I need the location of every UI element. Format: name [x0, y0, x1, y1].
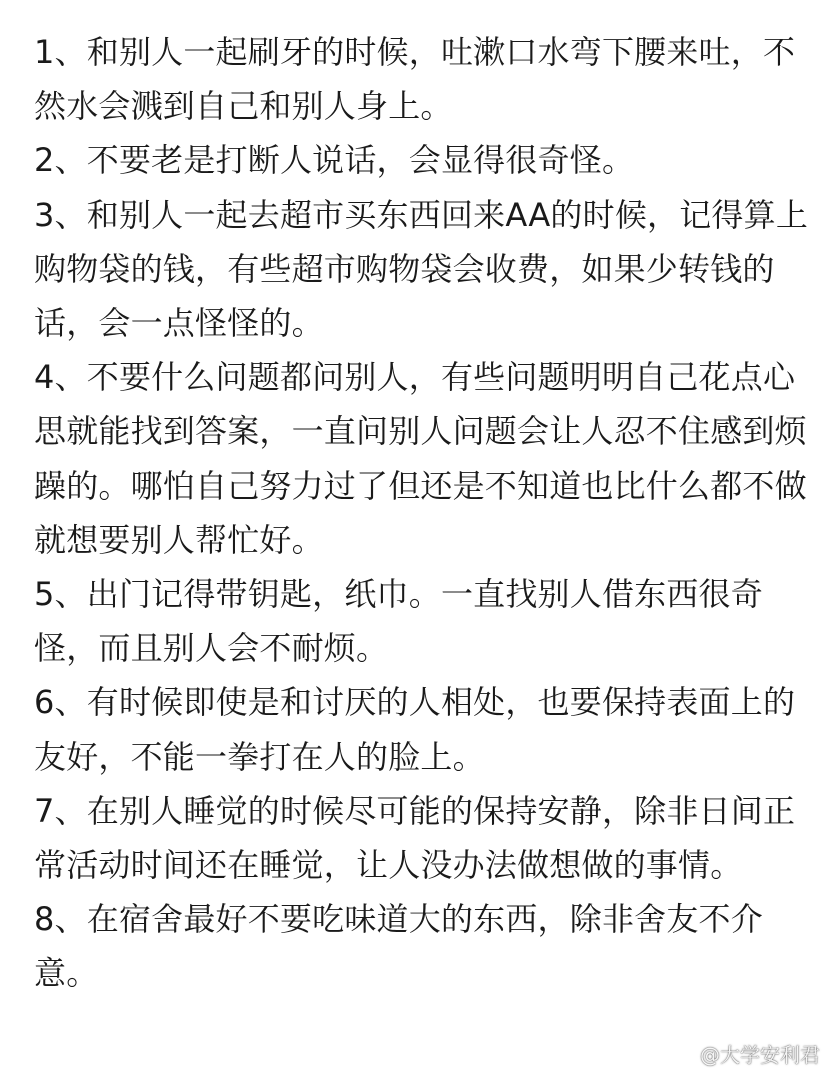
weibo-watermark — [669, 1039, 820, 1068]
tip-item-3: 3、和别人一起去超市买东西回来AA的时候，记得算上购物袋的钱，有些超市购物袋会收费，如果少转钱的话，会一点怪怪的。 — [34, 195, 809, 343]
tip-item-1: 1、和别人一起刷牙的时候，吐漱口水弯下腰来吐，不然水会溅到自己和别人身上。 — [34, 33, 796, 126]
weibo-icon — [669, 1043, 695, 1065]
watermark-text: @大学安利君 — [700, 1043, 820, 1067]
tip-item-8: 8、在宿舍最好不要吃味道大的东西，除非舍友不介意。 — [34, 900, 763, 993]
tip-item-6: 6、有时候即使是和讨厌的人相处，也要保持表面上的友好，不能一拳打在人的脸上。 — [34, 683, 796, 776]
tip-item-7: 7、在别人睡觉的时候尽可能的保持安静，除非日间正常活动时间还在睡觉，让人没办法做想做的事情。 — [34, 791, 796, 885]
tips-list — [34, 25, 814, 1001]
tip-item-2: 2、不要老是打断人说话，会显得很奇怪。 — [34, 141, 635, 180]
tip-item-4: 4、不要什么问题都问别人，有些问题明明自己花点心思就能找到答案，一直问别人问题会让人忍不住感到烦躁的。哪怕自己努力过了但还是不知道也比什么都不做就想要别人帮忙好。 — [34, 358, 807, 559]
tip-item-5: 5、出门记得带钥匙，纸巾。一直找别人借东西很奇怪，而且别人会不耐烦。 — [34, 575, 763, 668]
